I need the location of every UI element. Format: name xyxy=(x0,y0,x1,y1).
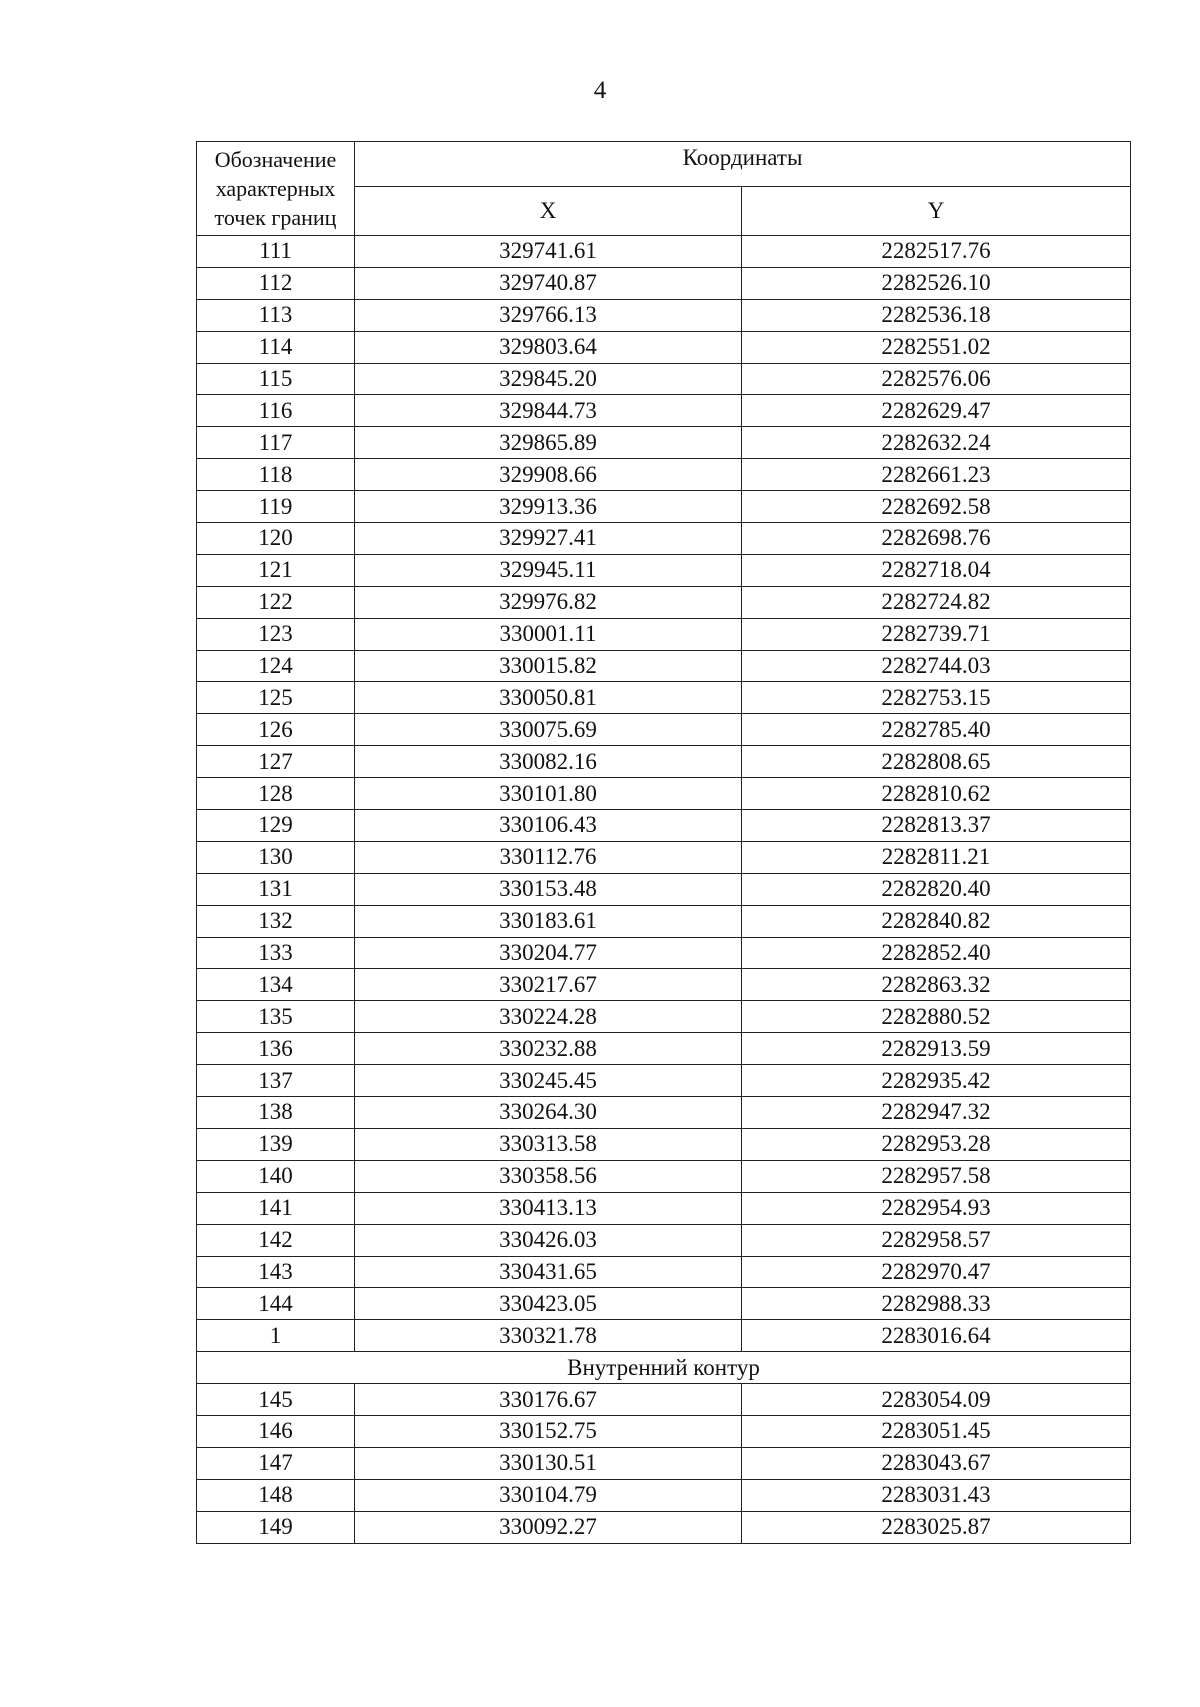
x-cell: 329803.64 xyxy=(355,331,742,363)
y-cell: 2282576.06 xyxy=(742,363,1131,395)
y-cell: 2282551.02 xyxy=(742,331,1131,363)
x-cell: 330413.13 xyxy=(355,1192,742,1224)
y-header: Y xyxy=(742,187,1131,236)
point-cell: 145 xyxy=(197,1384,355,1416)
x-cell: 330152.75 xyxy=(355,1415,742,1447)
point-cell: 132 xyxy=(197,905,355,937)
x-cell: 330232.88 xyxy=(355,1033,742,1065)
y-cell: 2282840.82 xyxy=(742,905,1131,937)
page-number: 4 xyxy=(593,77,607,104)
table-row xyxy=(197,1320,1131,1352)
point-cell: 149 xyxy=(197,1511,355,1543)
y-cell: 2282958.57 xyxy=(742,1224,1131,1256)
y-cell: 2283051.45 xyxy=(742,1415,1131,1447)
point-cell: 117 xyxy=(197,427,355,459)
y-cell: 2283043.67 xyxy=(742,1447,1131,1479)
table-row xyxy=(197,746,1131,778)
y-cell: 2282753.15 xyxy=(742,682,1131,714)
y-cell: 2283025.87 xyxy=(742,1511,1131,1543)
table-row xyxy=(197,873,1131,905)
x-cell: 330264.30 xyxy=(355,1097,742,1129)
y-cell: 2282947.32 xyxy=(742,1097,1131,1129)
y-cell: 2282692.58 xyxy=(742,491,1131,523)
y-cell: 2282957.58 xyxy=(742,1160,1131,1192)
x-cell: 329976.82 xyxy=(355,586,742,618)
point-cell: 123 xyxy=(197,618,355,650)
y-cell: 2282698.76 xyxy=(742,523,1131,555)
point-cell: 111 xyxy=(197,236,355,268)
point-cell: 143 xyxy=(197,1256,355,1288)
point-cell: 121 xyxy=(197,554,355,586)
table-row xyxy=(197,1065,1131,1097)
table-row xyxy=(197,618,1131,650)
table-row xyxy=(197,969,1131,1001)
table-header xyxy=(197,142,1131,236)
x-cell: 330183.61 xyxy=(355,905,742,937)
x-cell: 329908.66 xyxy=(355,459,742,491)
x-cell: 330321.78 xyxy=(355,1320,742,1352)
table-row xyxy=(197,395,1131,427)
x-cell: 329927.41 xyxy=(355,523,742,555)
x-cell: 330176.67 xyxy=(355,1384,742,1416)
point-cell: 133 xyxy=(197,937,355,969)
x-cell: 330153.48 xyxy=(355,873,742,905)
x-cell: 329945.11 xyxy=(355,554,742,586)
y-cell: 2282913.59 xyxy=(742,1033,1131,1065)
x-cell: 330082.16 xyxy=(355,746,742,778)
table-row xyxy=(197,1033,1131,1065)
y-cell: 2282632.24 xyxy=(742,427,1131,459)
point-cell: 125 xyxy=(197,682,355,714)
section-row xyxy=(197,1352,1131,1384)
y-cell: 2282785.40 xyxy=(742,714,1131,746)
table-row xyxy=(197,267,1131,299)
coordinates-header: Координаты xyxy=(355,142,1131,187)
point-designation-header: Обозначение характерных точек границ xyxy=(197,142,355,236)
table-row xyxy=(197,841,1131,873)
table-row xyxy=(197,554,1131,586)
inner-contour-label: Внутренний контур xyxy=(197,1352,1131,1384)
point-cell: 124 xyxy=(197,650,355,682)
table-row xyxy=(197,1288,1131,1320)
x-cell: 330245.45 xyxy=(355,1065,742,1097)
table-row xyxy=(197,1192,1131,1224)
point-cell: 138 xyxy=(197,1097,355,1129)
inner-contour-section xyxy=(197,1352,1131,1384)
table-row xyxy=(197,363,1131,395)
x-cell: 330313.58 xyxy=(355,1128,742,1160)
y-cell: 2282811.21 xyxy=(742,841,1131,873)
point-cell: 141 xyxy=(197,1192,355,1224)
x-cell: 330224.28 xyxy=(355,1001,742,1033)
y-cell: 2282808.65 xyxy=(742,746,1131,778)
point-cell: 113 xyxy=(197,299,355,331)
x-cell: 329913.36 xyxy=(355,491,742,523)
x-cell: 330130.51 xyxy=(355,1447,742,1479)
point-cell: 129 xyxy=(197,810,355,842)
point-cell: 134 xyxy=(197,969,355,1001)
y-cell: 2282661.23 xyxy=(742,459,1131,491)
table-row xyxy=(197,1001,1131,1033)
x-cell: 330001.11 xyxy=(355,618,742,650)
y-cell: 2282880.52 xyxy=(742,1001,1131,1033)
point-cell: 115 xyxy=(197,363,355,395)
table-row xyxy=(197,1447,1131,1479)
table-row xyxy=(197,1479,1131,1511)
table-row xyxy=(197,905,1131,937)
x-cell: 330050.81 xyxy=(355,682,742,714)
inner-contour-body xyxy=(197,1384,1131,1543)
point-cell: 126 xyxy=(197,714,355,746)
table-row xyxy=(197,459,1131,491)
x-cell: 330104.79 xyxy=(355,1479,742,1511)
y-cell: 2282629.47 xyxy=(742,395,1131,427)
x-cell: 330204.77 xyxy=(355,937,742,969)
point-cell: 114 xyxy=(197,331,355,363)
y-cell: 2282970.47 xyxy=(742,1256,1131,1288)
y-cell: 2282954.93 xyxy=(742,1192,1131,1224)
point-cell: 142 xyxy=(197,1224,355,1256)
table-row xyxy=(197,331,1131,363)
y-cell: 2282526.10 xyxy=(742,267,1131,299)
point-cell: 148 xyxy=(197,1479,355,1511)
point-cell: 118 xyxy=(197,459,355,491)
y-cell: 2282935.42 xyxy=(742,1065,1131,1097)
table-row xyxy=(197,586,1131,618)
table-row xyxy=(197,714,1131,746)
y-cell: 2282852.40 xyxy=(742,937,1131,969)
y-cell: 2282517.76 xyxy=(742,236,1131,268)
y-cell: 2283054.09 xyxy=(742,1384,1131,1416)
table-row xyxy=(197,1256,1131,1288)
table-row xyxy=(197,1224,1131,1256)
y-cell: 2282536.18 xyxy=(742,299,1131,331)
x-cell: 330431.65 xyxy=(355,1256,742,1288)
outer-contour-body xyxy=(197,236,1131,1352)
point-cell: 136 xyxy=(197,1033,355,1065)
y-cell: 2283031.43 xyxy=(742,1479,1131,1511)
y-cell: 2282813.37 xyxy=(742,810,1131,842)
table-row xyxy=(197,299,1131,331)
x-cell: 330217.67 xyxy=(355,969,742,1001)
x-cell: 330358.56 xyxy=(355,1160,742,1192)
coordinates-table xyxy=(196,141,1131,1544)
point-cell: 112 xyxy=(197,267,355,299)
x-cell: 329844.73 xyxy=(355,395,742,427)
point-cell: 147 xyxy=(197,1447,355,1479)
point-cell: 119 xyxy=(197,491,355,523)
x-cell: 330015.82 xyxy=(355,650,742,682)
y-cell: 2282863.32 xyxy=(742,969,1131,1001)
y-cell: 2283016.64 xyxy=(742,1320,1131,1352)
point-cell: 127 xyxy=(197,746,355,778)
point-cell: 130 xyxy=(197,841,355,873)
table-row xyxy=(197,650,1131,682)
table-row xyxy=(197,682,1131,714)
x-cell: 330075.69 xyxy=(355,714,742,746)
y-cell: 2282724.82 xyxy=(742,586,1131,618)
point-cell: 131 xyxy=(197,873,355,905)
x-cell: 329766.13 xyxy=(355,299,742,331)
point-cell: 128 xyxy=(197,778,355,810)
x-cell: 330092.27 xyxy=(355,1511,742,1543)
point-cell: 139 xyxy=(197,1128,355,1160)
table-row xyxy=(197,491,1131,523)
table-row xyxy=(197,1128,1131,1160)
point-cell: 146 xyxy=(197,1415,355,1447)
x-cell: 330101.80 xyxy=(355,778,742,810)
y-cell: 2282739.71 xyxy=(742,618,1131,650)
point-cell: 122 xyxy=(197,586,355,618)
x-cell: 330423.05 xyxy=(355,1288,742,1320)
table-row xyxy=(197,236,1131,268)
x-cell: 330112.76 xyxy=(355,841,742,873)
point-cell: 116 xyxy=(197,395,355,427)
y-cell: 2282744.03 xyxy=(742,650,1131,682)
point-cell: 140 xyxy=(197,1160,355,1192)
table-row xyxy=(197,427,1131,459)
x-cell: 330106.43 xyxy=(355,810,742,842)
point-cell: 144 xyxy=(197,1288,355,1320)
table-row xyxy=(197,778,1131,810)
table-row xyxy=(197,1160,1131,1192)
x-cell: 329845.20 xyxy=(355,363,742,395)
y-cell: 2282820.40 xyxy=(742,873,1131,905)
x-header: X xyxy=(355,187,742,236)
point-cell: 137 xyxy=(197,1065,355,1097)
point-cell: 135 xyxy=(197,1001,355,1033)
table-row xyxy=(197,810,1131,842)
table-row xyxy=(197,1097,1131,1129)
table-row xyxy=(197,1384,1131,1416)
x-cell: 330426.03 xyxy=(355,1224,742,1256)
y-cell: 2282988.33 xyxy=(742,1288,1131,1320)
table-row xyxy=(197,1511,1131,1543)
y-cell: 2282718.04 xyxy=(742,554,1131,586)
table-row xyxy=(197,523,1131,555)
y-cell: 2282810.62 xyxy=(742,778,1131,810)
x-cell: 329740.87 xyxy=(355,267,742,299)
x-cell: 329741.61 xyxy=(355,236,742,268)
table-row xyxy=(197,937,1131,969)
point-cell: 1 xyxy=(197,1320,355,1352)
x-cell: 329865.89 xyxy=(355,427,742,459)
y-cell: 2282953.28 xyxy=(742,1128,1131,1160)
table-row xyxy=(197,1415,1131,1447)
point-cell: 120 xyxy=(197,523,355,555)
